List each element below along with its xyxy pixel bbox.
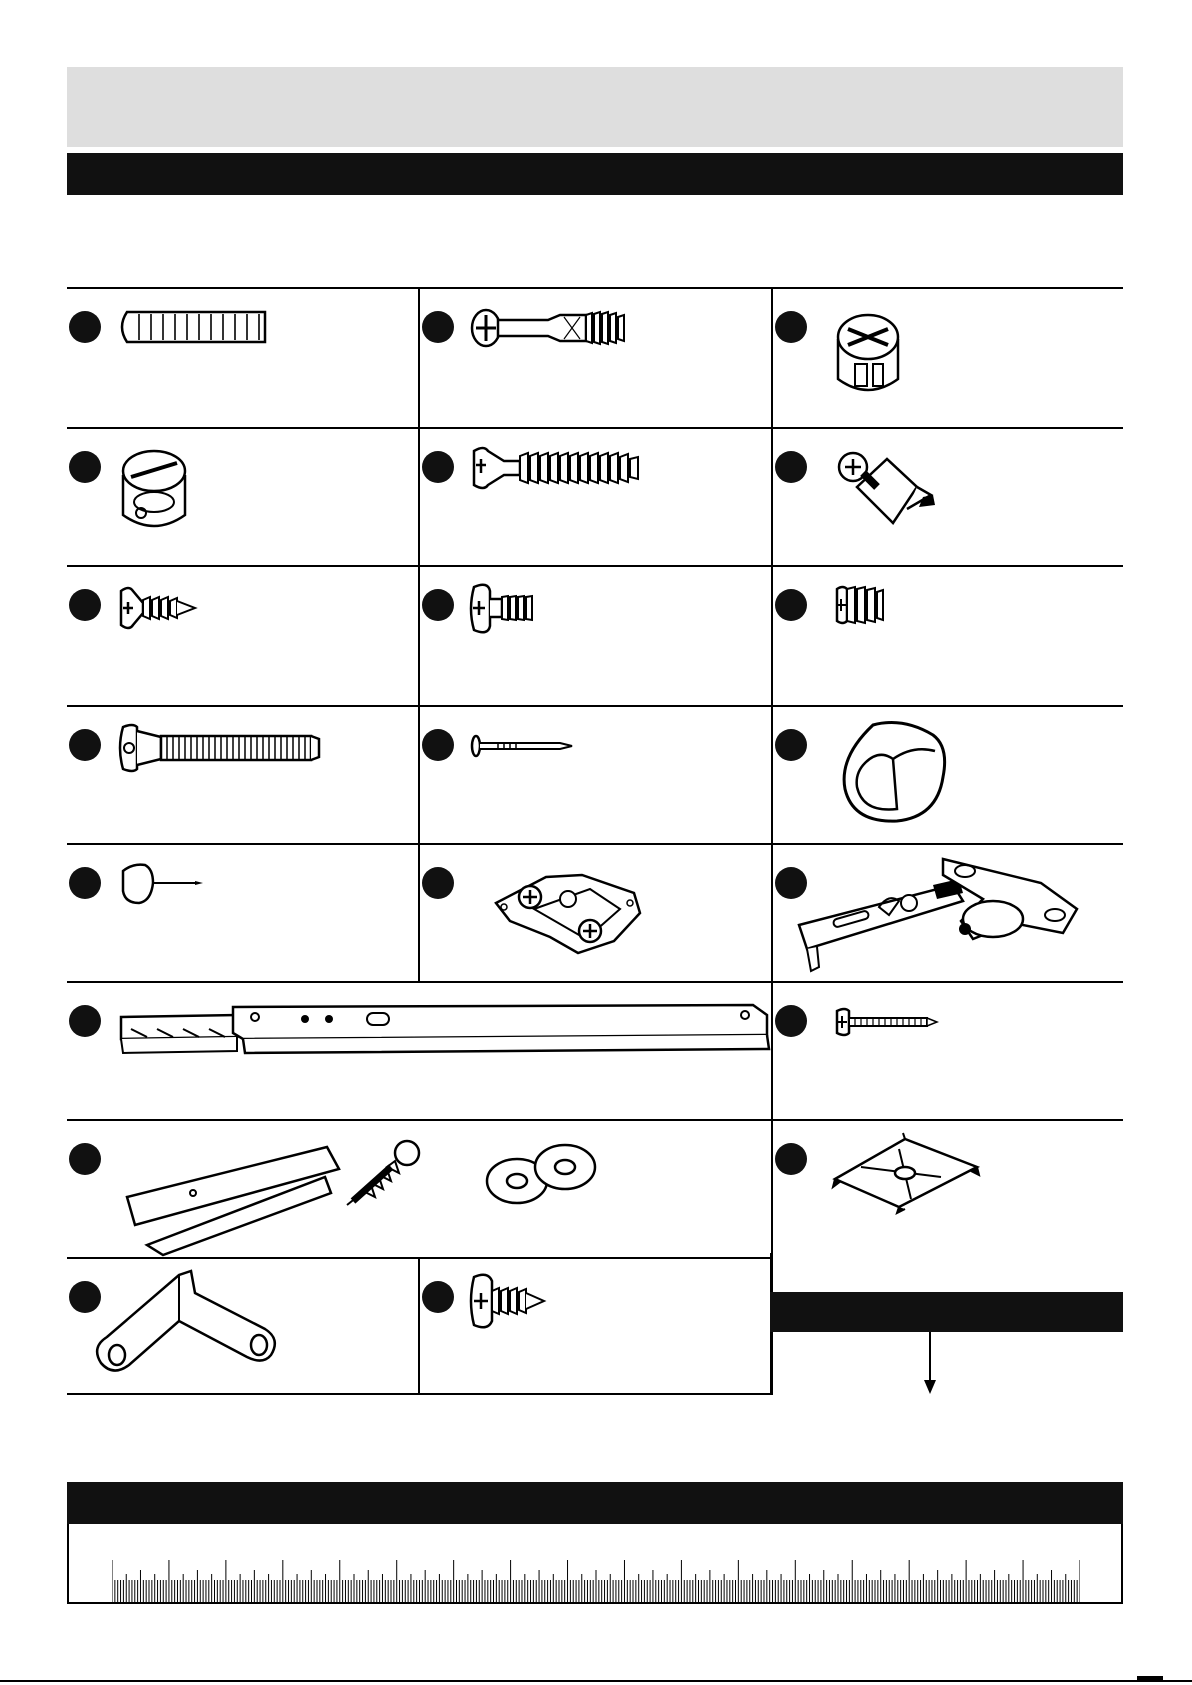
machine-screw-icon [468, 581, 548, 636]
flange-screw-icon [468, 1271, 558, 1331]
cam-lock-large-icon [117, 447, 192, 537]
fitting-cell-short-screw [67, 565, 420, 705]
item-badge [422, 311, 454, 343]
item-badge [69, 589, 101, 621]
item-badge [69, 1143, 101, 1175]
hinge-mounting-plate-icon [490, 859, 650, 969]
fitting-cell-flange-screw [420, 1257, 773, 1395]
down-arrow-icon [920, 1332, 940, 1394]
fitting-cell-long-pan-screw [773, 981, 1123, 1119]
item-badge [69, 1005, 101, 1037]
item-badge [422, 1281, 454, 1313]
connector-bolt-icon [117, 723, 327, 773]
item-badge [69, 729, 101, 761]
fitting-cell-shelf-support [773, 427, 1123, 565]
item-badge [775, 311, 807, 343]
ruler-title-bar [67, 1482, 1123, 1524]
anti-tip-strap-kit-icon [117, 1129, 677, 1259]
cam-bolt-icon [468, 303, 648, 353]
drawer-runner-icon [117, 1003, 777, 1063]
item-badge [775, 729, 807, 761]
item-badge [422, 451, 454, 483]
item-badge [422, 867, 454, 899]
item-badge [775, 1005, 807, 1037]
felt-pad-tack-icon [119, 861, 209, 911]
fitting-cell-cam-bolt [420, 287, 773, 427]
fitting-cell-felt-pad [67, 843, 420, 981]
page-bottom-rule [0, 1680, 1192, 1682]
fitting-cell-handle-clip [773, 705, 1123, 843]
fitting-cell-cam-lock-large [67, 427, 420, 565]
fitting-cell-hinge-plate [420, 843, 773, 981]
item-badge [422, 729, 454, 761]
hinge-icon [793, 849, 1083, 979]
item-badge [775, 1143, 807, 1175]
nail-icon [470, 731, 580, 761]
measuring-ruler-icon [112, 1560, 1080, 1604]
fitting-cell-drawer-runner [67, 981, 773, 1119]
item-badge [775, 451, 807, 483]
section-title-bar [67, 153, 1123, 195]
fitting-cell-corner-plate [773, 1119, 1123, 1257]
fittings-note-bar [770, 1292, 1123, 1332]
grid-bottom-rule [67, 1393, 772, 1395]
fitting-cell-hinge [773, 843, 1123, 981]
long-screw-icon [468, 443, 658, 493]
item-badge [69, 451, 101, 483]
item-badge [775, 589, 807, 621]
wooden-dowel-icon [117, 307, 277, 347]
fitting-cell-machine-screw [420, 565, 773, 705]
fitting-cell-euro-screw [773, 565, 1123, 705]
corner-plate-icon [831, 1133, 981, 1213]
fitting-cell-anti-tip-kit [67, 1119, 773, 1257]
item-badge [69, 311, 101, 343]
fitting-cell-cam-lock [773, 287, 1123, 427]
page-mark [1137, 1676, 1163, 1682]
fitting-cell-connector-bolt [67, 705, 420, 843]
fitting-cell-long-screw [420, 427, 773, 565]
item-badge [69, 867, 101, 899]
fitting-cell-nail [420, 705, 773, 843]
long-pan-screw-icon [833, 1007, 943, 1037]
item-badge [422, 589, 454, 621]
header-band [67, 67, 1123, 147]
short-screw-icon [115, 583, 205, 633]
l-bracket-icon [87, 1267, 287, 1377]
fitting-cell-dowel [67, 287, 420, 427]
fitting-cell-l-bracket [67, 1257, 420, 1395]
cam-lock-icon [833, 309, 903, 399]
shelf-support-block-icon [833, 447, 943, 527]
euro-screw-icon [833, 583, 893, 627]
handle-clip-icon [833, 717, 953, 827]
fittings-grid [67, 287, 1123, 1395]
